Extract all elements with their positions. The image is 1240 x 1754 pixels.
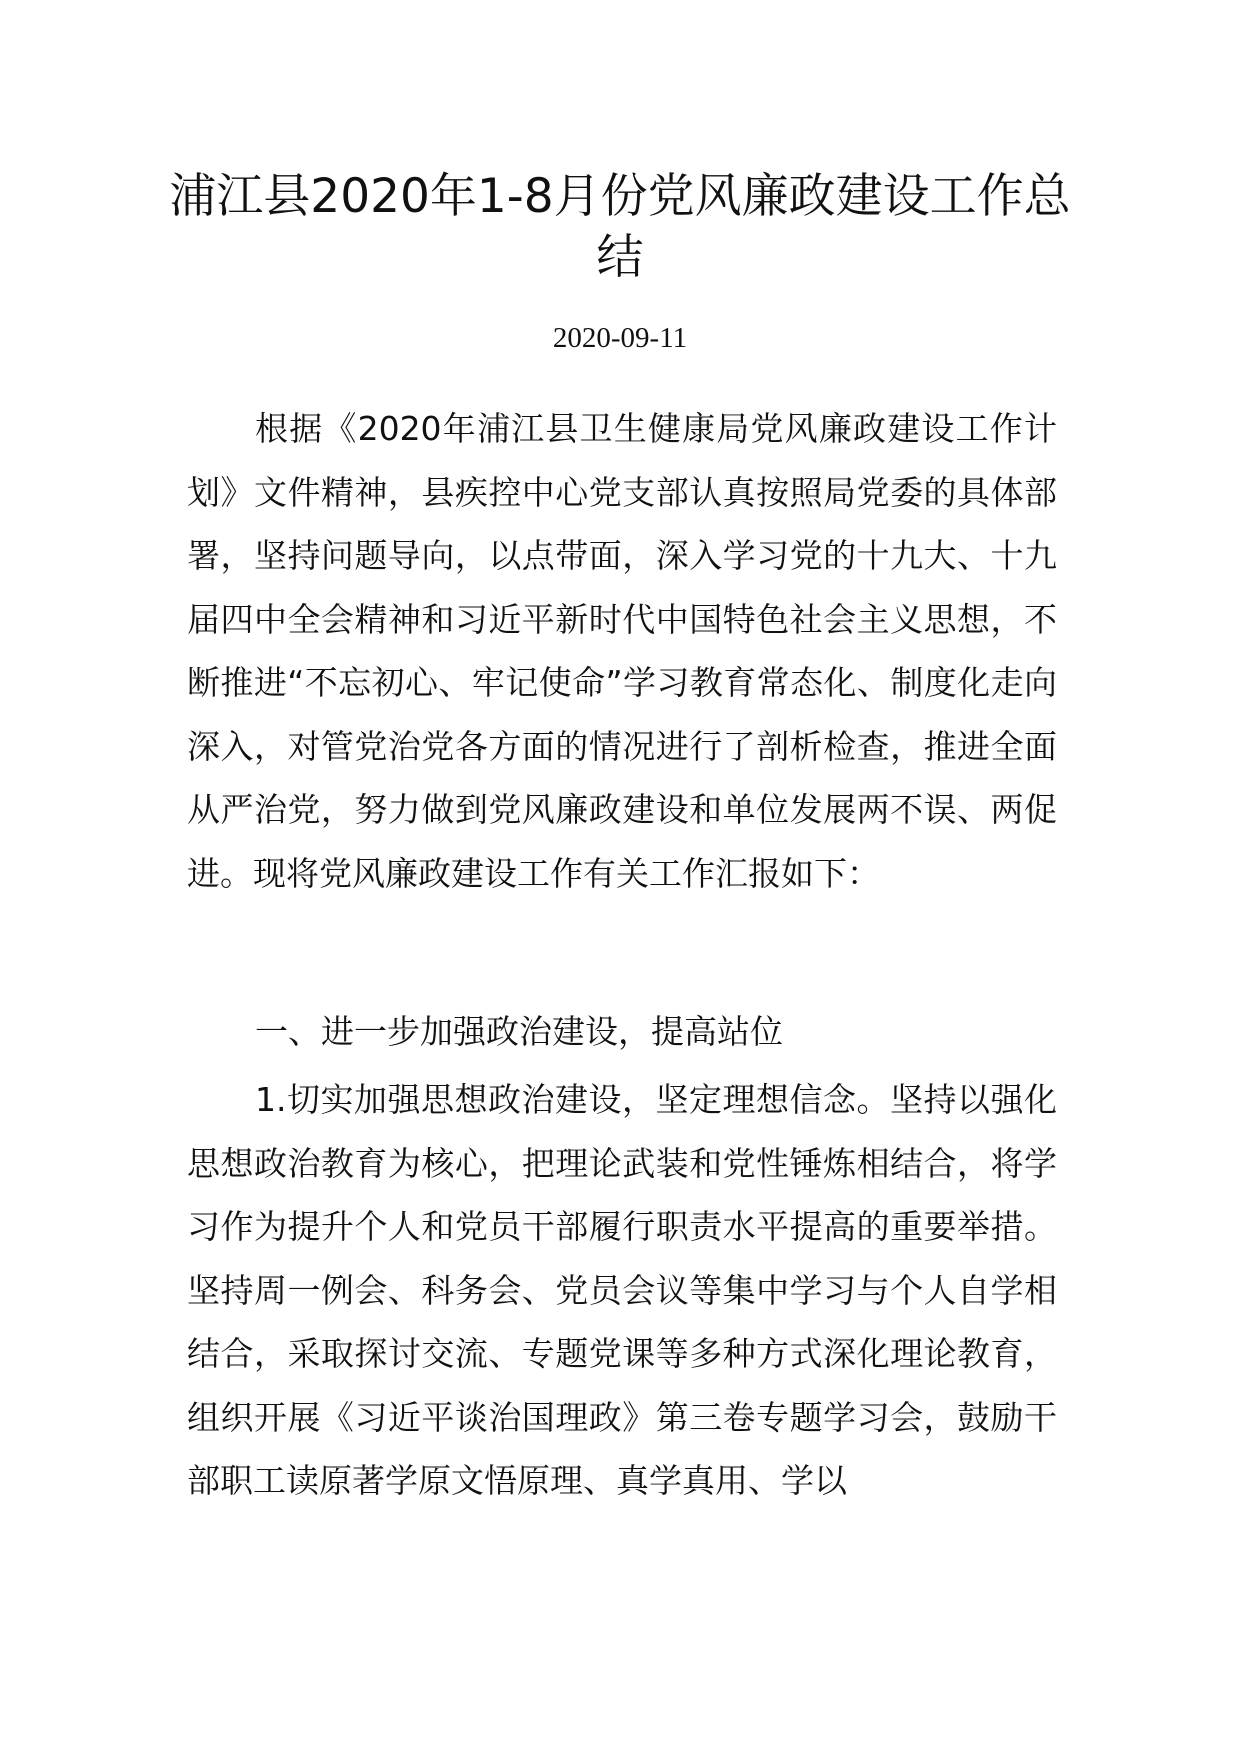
document-date: 2020-09-11 [552, 322, 688, 354]
body-paragraph: 1.切实加强思想政治建设，坚定理想信念。坚持以强化思想政治教育为核心，把理论武装和党性锤炼相结合，将学习作为提升个人和党员干部履行职责水平提高的重要举措。坚持周一例会、科务会、党员会议等集中学习与个人自学相结合，采取探讨交流、专题党课等多种方式深化理论教育，组织开展《习近平谈治国理政》第三卷专题学习会，鼓励干部职工读原著学原文悟原理、真学真用、学以 [187, 1080, 1057, 1500]
section-heading: 一、进一步加强政治建设，提高站位 [255, 1012, 783, 1051]
document-title: 浦江县2020年1-8月份党风廉政建设工作总结 [169, 169, 1071, 285]
intro-paragraph: 根据《2020年浦江县卫生健康局党风廉政建设工作计划》文件精神，县疾控中心党支部认真按照局党委的具体部署，坚持问题导向，以点带面，深入学习党的十九大、十九届四中全会精神和习近平新时代中国特色社会主义思想，不断推进“不忘初心、牢记使命”学习教育常态化、制度化走向深入，对管党治党各方面的情况进行了剖析检查，推进全面从严治党，努力做到党风廉政建设和单位发展两不误、两促进。现将党风廉政建设工作有关工作汇报如下： [187, 409, 1057, 893]
